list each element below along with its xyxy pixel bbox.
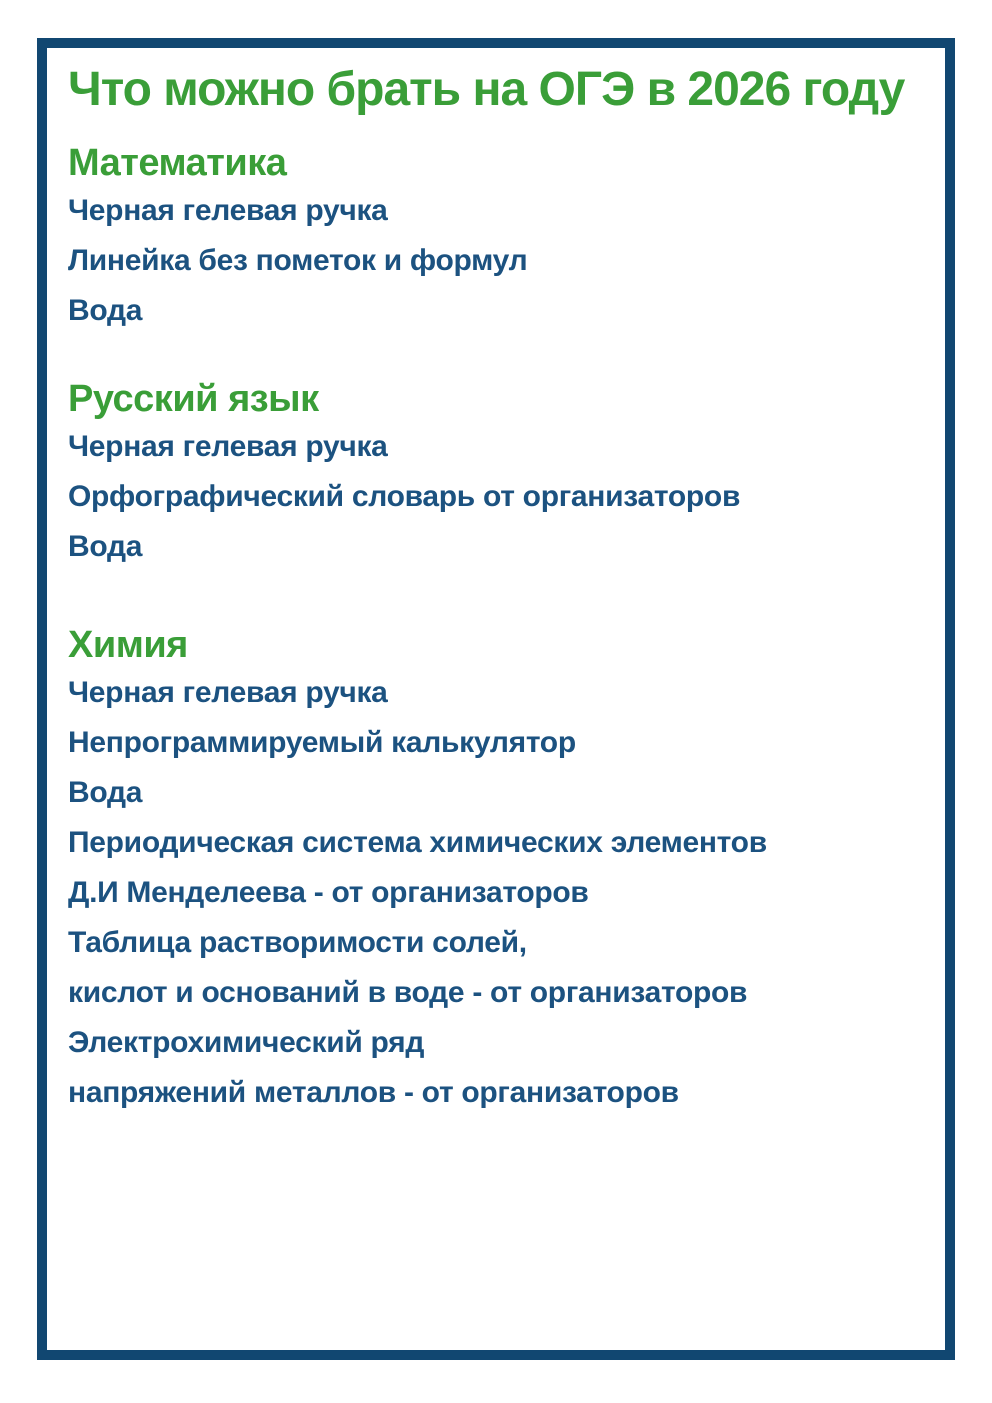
list-item xyxy=(68,718,927,768)
list-item xyxy=(68,668,927,718)
item-line: кислот и оснований в воде - от организаторов xyxy=(68,976,748,1009)
item-line: Д.И Менделеева - от организаторов xyxy=(68,876,589,909)
list-item xyxy=(68,768,927,818)
poster-frame xyxy=(37,38,955,1360)
item-line: Орфографический словарь от организаторов xyxy=(68,480,741,513)
subject-section xyxy=(68,622,927,1118)
item-line: Вода xyxy=(68,294,143,327)
item-line: Периодическая система химических элементов xyxy=(68,826,767,859)
item-line: Черная гелевая ручка xyxy=(68,430,388,463)
list-item xyxy=(68,286,927,336)
item-line: Электрохимический ряд xyxy=(68,1026,425,1059)
section-heading: Химия xyxy=(68,624,188,666)
list-item xyxy=(68,918,927,1018)
list-item xyxy=(68,236,927,286)
section-items xyxy=(68,668,927,1118)
item-line: Таблица растворимости солей, xyxy=(68,926,527,959)
list-item xyxy=(68,1018,927,1118)
section-heading: Русский язык xyxy=(68,378,319,420)
subject-section xyxy=(68,140,927,336)
subject-section xyxy=(68,376,927,572)
list-item xyxy=(68,522,927,572)
item-line: Линейка без пометок и формул xyxy=(68,244,528,277)
poster-title: Что можно брать на ОГЭ в 2026 году xyxy=(68,63,905,116)
section-items xyxy=(68,186,927,336)
item-line: Непрограммируемый калькулятор xyxy=(68,726,576,759)
sections xyxy=(68,140,927,1118)
list-item xyxy=(68,186,927,236)
item-line: Черная гелевая ручка xyxy=(68,676,388,709)
item-line: Черная гелевая ручка xyxy=(68,194,388,227)
section-items xyxy=(68,422,927,572)
item-line: напряжений металлов - от организаторов xyxy=(68,1076,679,1109)
item-line: Вода xyxy=(68,776,143,809)
section-heading: Математика xyxy=(68,142,287,184)
list-item xyxy=(68,818,927,918)
list-item xyxy=(68,422,927,472)
item-line: Вода xyxy=(68,530,143,563)
list-item xyxy=(68,472,927,522)
